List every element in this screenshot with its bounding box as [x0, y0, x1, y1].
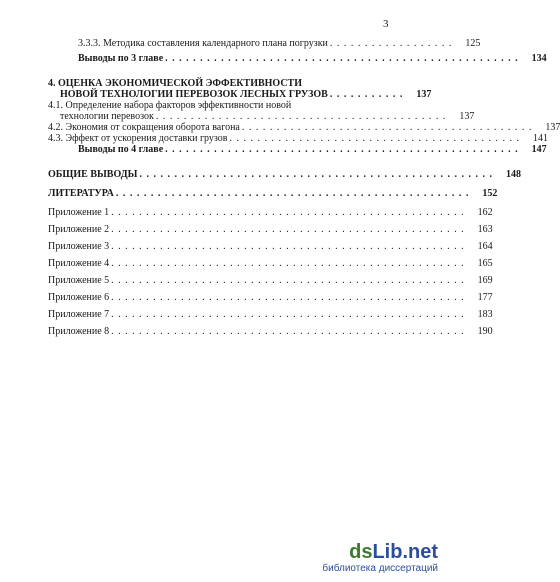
toc-leader-dots: . . . . . . . . . . . . . . . . . . . . . . . . . . . . . . . . . . . . . . . . . .: [241, 122, 533, 133]
toc-entry-appendix: [44, 207, 493, 218]
toc-leader-dots: . . . . . . . . . . . . . . . . . . . . . . . . . . . . . . . . . . . . . . . . . . . . . . . . . . .: [165, 53, 519, 64]
toc-leader-dots: . . . . . . . . . . . . . . . . . .: [329, 38, 453, 49]
toc-entry-page: 137: [459, 111, 475, 122]
toc-entry-appendix: [44, 258, 493, 269]
toc-entry-page: 134: [531, 53, 547, 64]
toc-entry-appendix: [44, 292, 493, 303]
watermark: [322, 541, 438, 574]
toc-entry-page: 147: [531, 144, 547, 155]
toc-leader-dots: . . . . . . . . . . . . . . . . . . . . . . . . . . . . . . . . . . . . . . . . . .: [155, 111, 447, 122]
toc-entry-label: Приложение 8: [48, 326, 110, 337]
toc-leader-dots: . . . . . . . . . . . . . . . . . . . . . . . . . . . . . . . . . . . . . . . . . . . . . . . . . . .: [111, 224, 465, 235]
toc-entry-appendix: [44, 309, 493, 320]
toc-entry-label: Приложение 6: [48, 292, 110, 303]
toc-entry-label: Приложение 5: [48, 275, 110, 286]
toc-entry-4-1-line1: [44, 100, 387, 111]
watermark-logo-part1: ds: [349, 541, 373, 563]
toc-entry-label: Приложение 3: [48, 241, 110, 252]
toc-leader-dots: . . . . . . . . . . . . . . . . . . . . . . . . . . . . . . . . . . . . . . . . . . . . . . . . . . .: [165, 144, 519, 155]
toc-entry-page: 152: [482, 188, 498, 199]
toc-leader-dots: . . . . . . . . . . . . . . . . . . . . . . . . . . . . . . . . . . . . . . . . . . . . . . . . . . .: [111, 207, 465, 218]
toc-entry-label: ЛИТЕРАТУРА: [48, 188, 114, 199]
toc-entry-page: 165: [477, 258, 493, 269]
toc-entry-page: 190: [477, 326, 493, 337]
toc-entry-literature: [44, 188, 498, 199]
toc-leader-dots: . . . . . . . . . . . . . . . . . . . . . . . . . . . . . . . . . . . . . . . . . . . . . . . . . . .: [111, 275, 465, 286]
toc-entry-appendix: [44, 326, 493, 337]
toc-leader-dots: . . . . . . . . . . .: [329, 89, 404, 100]
toc-entry-3-3-3: [44, 38, 481, 49]
appendix-list: [44, 207, 493, 337]
toc-entry-appendix: [44, 241, 493, 252]
toc-entry-page: 177: [477, 292, 493, 303]
page-number: 3: [383, 18, 389, 30]
toc-entry-label: Приложение 2: [48, 224, 110, 235]
toc-entry-page: 137: [545, 122, 560, 133]
watermark-tagline: библиотека диссертаций: [322, 563, 438, 574]
watermark-logo-part2: Lib.net: [372, 541, 438, 563]
toc-leader-dots: . . . . . . . . . . . . . . . . . . . . . . . . . . . . . . . . . . . . . . . . . . . . . . . . . . .: [115, 188, 470, 199]
toc-entry-page: 148: [505, 169, 521, 180]
toc-leader-dots: . . . . . . . . . . . . . . . . . . . . . . . . . . . . . . . . . . . . . . . . . . . . . . . . . . .: [111, 258, 465, 269]
toc-entry-4-2: [44, 122, 560, 133]
toc-entry-label: Выводы по 4 главе: [78, 144, 164, 155]
toc-entry-appendix: [44, 224, 493, 235]
toc-entry-label: Выводы по 3 главе: [78, 53, 164, 64]
toc-leader-dots: . . . . . . . . . . . . . . . . . . . . . . . . . . . . . . . . . . . . . . . . . . . . . . . . . . .: [111, 309, 465, 320]
toc-entry-page: 162: [477, 207, 493, 218]
toc-entry-chapter4-summary: [44, 144, 547, 155]
toc-leader-dots: . . . . . . . . . . . . . . . . . . . . . . . . . . . . . . . . . . . . . . . . . . . . . . . . . . .: [111, 292, 465, 303]
toc-entry-page: 163: [477, 224, 493, 235]
table-of-contents: [44, 38, 560, 337]
toc-entry-label: Приложение 1: [48, 207, 110, 218]
toc-leader-dots: . . . . . . . . . . . . . . . . . . . . . . . . . . . . . . . . . . . . . . . . . . . . . . . . . . .: [111, 241, 465, 252]
toc-entry-chapter3-summary: [44, 53, 547, 64]
toc-entry-page: 137: [416, 89, 432, 100]
toc-leader-dots: . . . . . . . . . . . . . . . . . . . . . . . . . . . . . . . . . . . . . . . . . . . . . . . . . . .: [139, 169, 493, 180]
toc-entry-label: Приложение 7: [48, 309, 110, 320]
toc-entry-page: 141: [533, 133, 549, 144]
chapter4-title-line1: 4. ОЦЕНКА ЭКОНОМИЧЕСКОЙ ЭФФЕКТИВНОСТИ: [48, 78, 302, 89]
toc-entry-4-3: [44, 133, 549, 144]
toc-entry-label: ОБЩИЕ ВЫВОДЫ: [48, 169, 138, 180]
toc-entry-page: 169: [477, 275, 493, 286]
toc-entry-page: 183: [477, 309, 493, 320]
toc-entry-label: 4.3. Эффект от ускорения доставки грузов: [48, 133, 228, 144]
toc-entry-appendix: [44, 275, 493, 286]
watermark-logo: [322, 541, 438, 563]
toc-leader-dots: . . . . . . . . . . . . . . . . . . . . . . . . . . . . . . . . . . . . . . . . . . . . . . . . . . .: [111, 326, 465, 337]
toc-entry-general-conclusions: [44, 169, 521, 180]
toc-entry-label: НОВОЙ ТЕХНОЛОГИИ ПЕРЕВОЗОК ЛЕСНЫХ ГРУЗОВ: [60, 89, 328, 100]
toc-leader-dots: . . . . . . . . . . . . . . . . . . . . . . . . . . . . . . . . . . . . . . . . . .: [229, 133, 521, 144]
toc-entry-4-1-line2: [44, 111, 475, 122]
toc-entry-page: 164: [477, 241, 493, 252]
chapter4-title-line2: [44, 89, 432, 100]
toc-entry-label: 3.3.3. Методика составления календарного плана погрузки: [78, 38, 328, 49]
toc-entry-label: 4.1. Определение набора факторов эффективности новой: [48, 100, 292, 111]
toc-entry-label: технологии перевозок: [60, 111, 154, 122]
toc-entry-label: Приложение 4: [48, 258, 110, 269]
toc-entry-page: 125: [465, 38, 481, 49]
toc-entry-label: 4.2. Экономия от сокращения оборота вагона: [48, 122, 240, 133]
